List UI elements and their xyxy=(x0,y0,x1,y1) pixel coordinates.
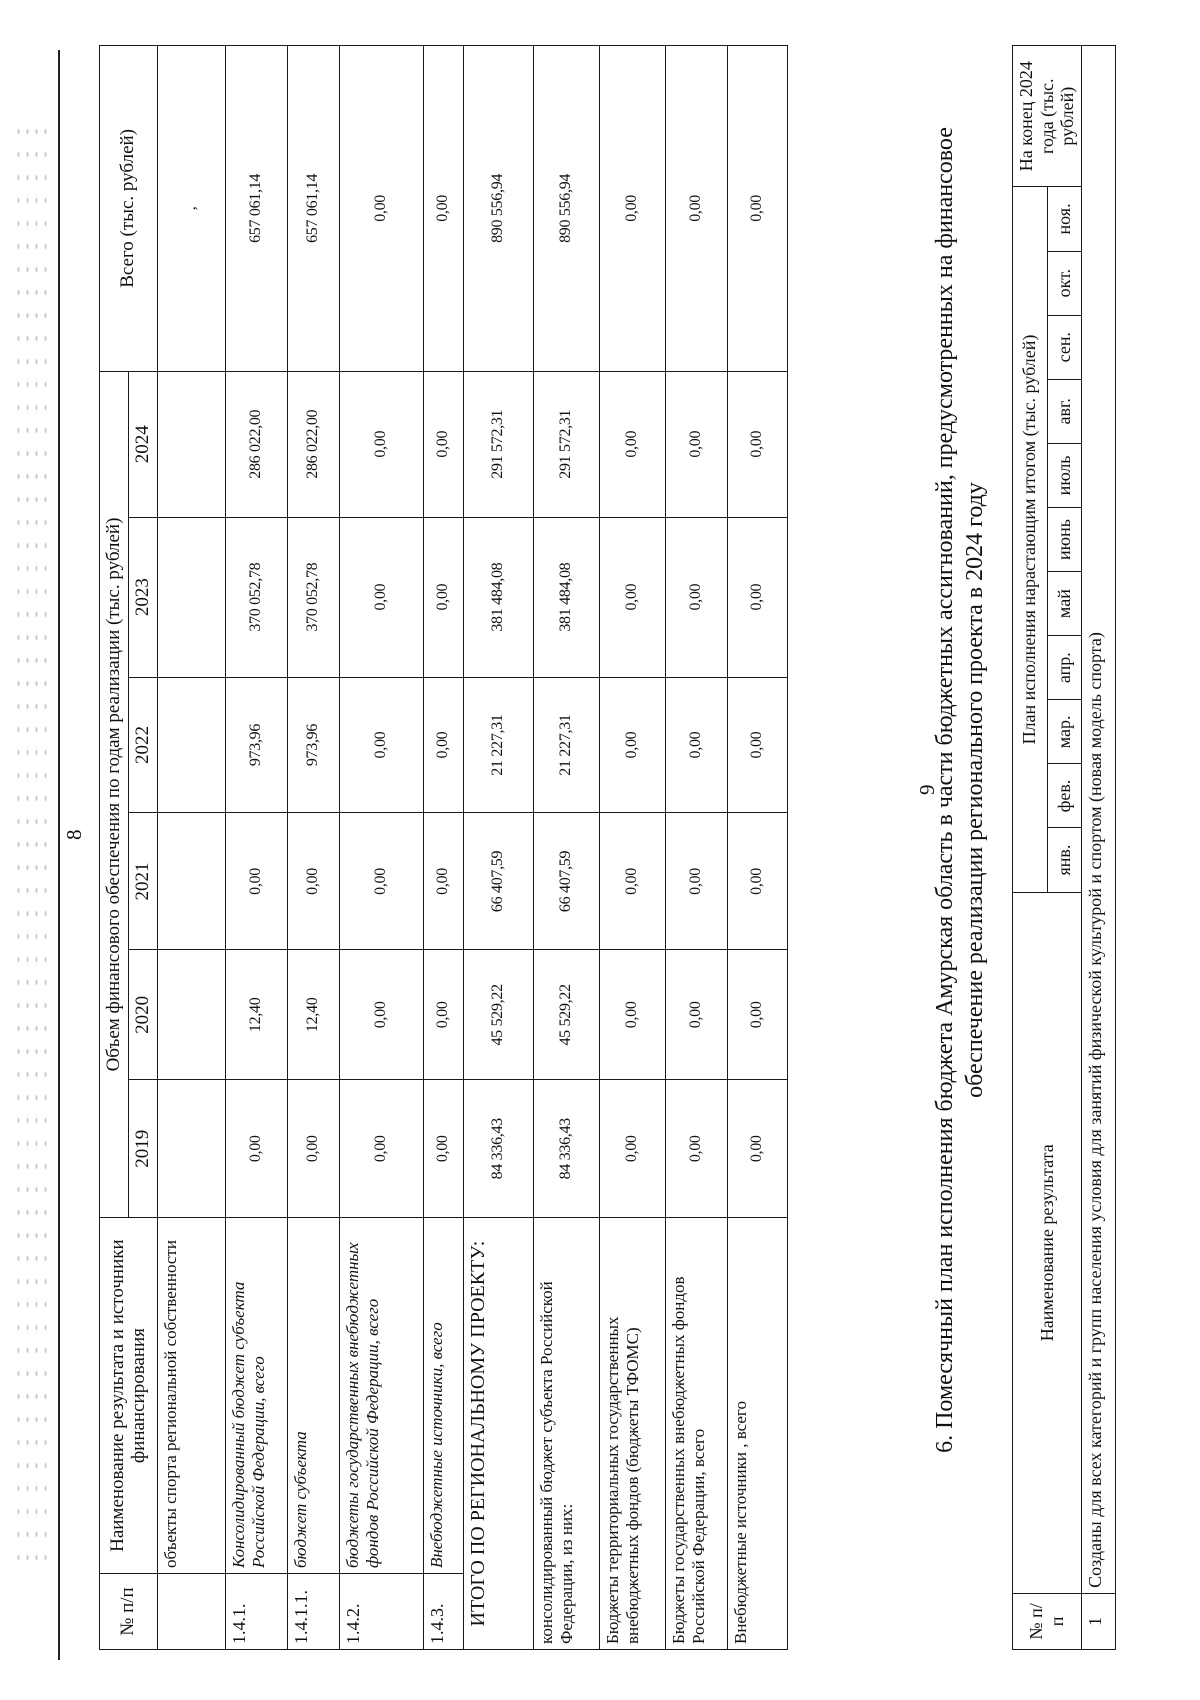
col-header-month: авг. xyxy=(1047,379,1082,443)
row-num xyxy=(157,1574,225,1650)
cell-value: 0,00 xyxy=(665,371,727,517)
section-title-line: обеспечение реализации регионального проекта в 2024 году xyxy=(962,482,988,1098)
cell-value: 0,00 xyxy=(599,517,665,677)
col-header-num: № п/п xyxy=(100,1574,158,1650)
cell-value: 291 572,31 xyxy=(533,371,599,517)
cell-value: 370 052,78 xyxy=(225,517,287,677)
cell-value xyxy=(157,517,225,677)
cell-value: 0,00 xyxy=(339,813,423,950)
cell-value xyxy=(157,1080,225,1218)
summary-row xyxy=(533,46,599,1650)
row-num: 1.4.1.1. xyxy=(287,1574,339,1650)
cell-value xyxy=(157,677,225,813)
cell-total: 657 061,14 xyxy=(287,46,339,372)
summary-row xyxy=(727,46,787,1650)
table-row xyxy=(423,46,463,1650)
col-header-year: 2019 xyxy=(128,1080,157,1218)
row-name: бюджет субъекта xyxy=(287,1218,339,1574)
cell-value: 0,00 xyxy=(727,813,787,950)
col-header-month: фев. xyxy=(1047,764,1082,828)
row-name: Консолидированный бюджет субъекта Российской Федерации, всего xyxy=(225,1218,287,1574)
row-name: Внебюджетные источники, всего xyxy=(423,1218,463,1574)
cell-value: 0,00 xyxy=(599,813,665,950)
financing-table xyxy=(99,45,788,1650)
table-row xyxy=(1082,46,1116,1650)
col-header-year: 2024 xyxy=(128,371,157,517)
cell-value: 66 407,59 xyxy=(533,813,599,950)
cell-value: 381 484,08 xyxy=(463,517,533,677)
row-name: Созданы для всех категорий и групп населения условия для занятий физической культурой и спортом (новая модель спорта) xyxy=(1082,46,1116,1594)
col-header-month: сен. xyxy=(1047,315,1082,379)
cell-total: 890 556,94 xyxy=(463,46,533,372)
summary-row xyxy=(665,46,727,1650)
cell-value: 0,00 xyxy=(599,371,665,517)
section-title xyxy=(930,40,990,1540)
cell-value: 0,00 xyxy=(727,1080,787,1218)
cell-value: 84 336,43 xyxy=(463,1080,533,1218)
cell-value: 45 529,22 xyxy=(463,950,533,1080)
cell-value: 0,00 xyxy=(665,950,727,1080)
cell-value: 0,00 xyxy=(423,1080,463,1218)
col-header-month: окт. xyxy=(1047,251,1082,315)
cell-value: 21 227,31 xyxy=(463,677,533,813)
cell-value: 0,00 xyxy=(423,950,463,1080)
col-header-year: 2021 xyxy=(128,813,157,950)
cell-value: 286 022,00 xyxy=(287,371,339,517)
summary-row xyxy=(599,46,665,1650)
col-header-end: На конец 2024 года (тыс. рублей) xyxy=(1013,46,1082,187)
cell-value: 286 022,00 xyxy=(225,371,287,517)
cell-total: 890 556,94 xyxy=(533,46,599,372)
cell-total: 657 061,14 xyxy=(225,46,287,372)
row-num: 1.4.2. xyxy=(339,1574,423,1650)
col-header-years-group: Объем финансового обеспечения по годам реализации (тыс. рублей) xyxy=(100,371,129,1217)
itogo-label: ИТОГО ПО РЕГИОНАЛЬНОМУ ПРОЕКТУ: xyxy=(463,1218,533,1650)
row-num: 1.4.3. xyxy=(423,1574,463,1650)
cell-value: 973,96 xyxy=(225,677,287,813)
row-name: бюджеты государственных внебюджетных фондов Российской Федерации, всего xyxy=(339,1218,423,1574)
cell-value: 12,40 xyxy=(287,950,339,1080)
col-header-month: ноя. xyxy=(1047,187,1082,251)
col-header-month: мар. xyxy=(1047,700,1082,764)
table-row xyxy=(287,46,339,1650)
col-header-year: 2022 xyxy=(128,677,157,813)
col-header-month: июль xyxy=(1047,443,1082,507)
cell-value: 0,00 xyxy=(599,1080,665,1218)
cell-value: 0,00 xyxy=(727,677,787,813)
itogo-row xyxy=(463,46,533,1650)
cell-value: 0,00 xyxy=(339,1080,423,1218)
cell-value xyxy=(157,950,225,1080)
cell-value: 381 484,08 xyxy=(533,517,599,677)
cell-value: 0,00 xyxy=(225,1080,287,1218)
section-title-line: 6. Помесячный план исполнения бюджета Амурская область в части бюджетных ассигнований, предусмотренных на финансовое xyxy=(932,127,958,1453)
cell-value: 0,00 xyxy=(599,677,665,813)
cell-total: 0,00 xyxy=(339,46,423,372)
row-num: 1.4.1. xyxy=(225,1574,287,1650)
cell-value: 0,00 xyxy=(727,371,787,517)
cell-value: 973,96 xyxy=(287,677,339,813)
col-header-name: Наименование результата и источники финансирования xyxy=(100,1218,158,1574)
cell-value: 0,00 xyxy=(665,813,727,950)
cell-value: 45 529,22 xyxy=(533,950,599,1080)
col-header-total: Всего (тыс. рублей) xyxy=(100,46,158,372)
cell-value: 0,00 xyxy=(423,813,463,950)
cell-value: 66 407,59 xyxy=(463,813,533,950)
row-name: консолидированный бюджет субъекта Российской Федерации, из них: xyxy=(533,1218,599,1650)
col-header-month: май xyxy=(1047,572,1082,636)
row-name: Бюджеты государственных внебюджетных фондов Российской Федерации, всего xyxy=(665,1218,727,1650)
cell-value: 0,00 xyxy=(423,517,463,677)
cell-total: 0,00 xyxy=(599,46,665,372)
cell-value: 0,00 xyxy=(339,517,423,677)
col-header-year: 2023 xyxy=(128,517,157,677)
col-header-num: № п/п xyxy=(1013,1593,1082,1649)
cell-value: 12,40 xyxy=(225,950,287,1080)
cell-value: 0,00 xyxy=(423,677,463,813)
cell-value xyxy=(157,813,225,950)
cell-total: 0,00 xyxy=(665,46,727,372)
row-name: Бюджеты территориальных государственных внебюджетных фондов (бюджеты ТФОМС) xyxy=(599,1218,665,1650)
cell-value: 84 336,43 xyxy=(533,1080,599,1218)
cell-value: 0,00 xyxy=(339,371,423,517)
col-header-month: апр. xyxy=(1047,636,1082,700)
cell-value: 0,00 xyxy=(339,677,423,813)
row-name: Внебюджетные источники , всего xyxy=(727,1218,787,1650)
cell-total: 0,00 xyxy=(727,46,787,372)
page-number-middle: 9 xyxy=(915,784,939,795)
cell-value: 21 227,31 xyxy=(533,677,599,813)
col-header-name: Наименование результата xyxy=(1013,892,1082,1593)
cell-value: 0,00 xyxy=(727,950,787,1080)
row-name: объекты спорта региональной собственности xyxy=(157,1218,225,1574)
table-row xyxy=(225,46,287,1650)
col-header-year: 2020 xyxy=(128,950,157,1080)
cell-value: 291 572,31 xyxy=(463,371,533,517)
row-num: 1 xyxy=(1082,1593,1116,1649)
col-header-month: янв. xyxy=(1047,828,1082,892)
cell-value xyxy=(157,371,225,517)
cell-value: 0,00 xyxy=(287,813,339,950)
cell-value: 0,00 xyxy=(423,371,463,517)
cell-value: 370 052,78 xyxy=(287,517,339,677)
col-header-plan-group: План исполнения нарастающим итогом (тыс. рублей) xyxy=(1013,187,1048,892)
cell-value: 0,00 xyxy=(339,950,423,1080)
cell-value: 0,00 xyxy=(665,677,727,813)
cell-total: 0,00 xyxy=(423,46,463,372)
cell-value: 0,00 xyxy=(665,1080,727,1218)
cell-value: 0,00 xyxy=(287,1080,339,1218)
cell-total: , xyxy=(157,46,225,372)
cell-value: 0,00 xyxy=(225,813,287,950)
table-row xyxy=(339,46,423,1650)
monthly-plan-table xyxy=(1012,45,1116,1650)
col-header-month: июнь xyxy=(1047,507,1082,571)
page-number-top: 8 xyxy=(62,829,86,840)
table-row xyxy=(157,46,225,1650)
cell-value: 0,00 xyxy=(665,517,727,677)
cell-value: 0,00 xyxy=(599,950,665,1080)
cell-value: 0,00 xyxy=(727,517,787,677)
